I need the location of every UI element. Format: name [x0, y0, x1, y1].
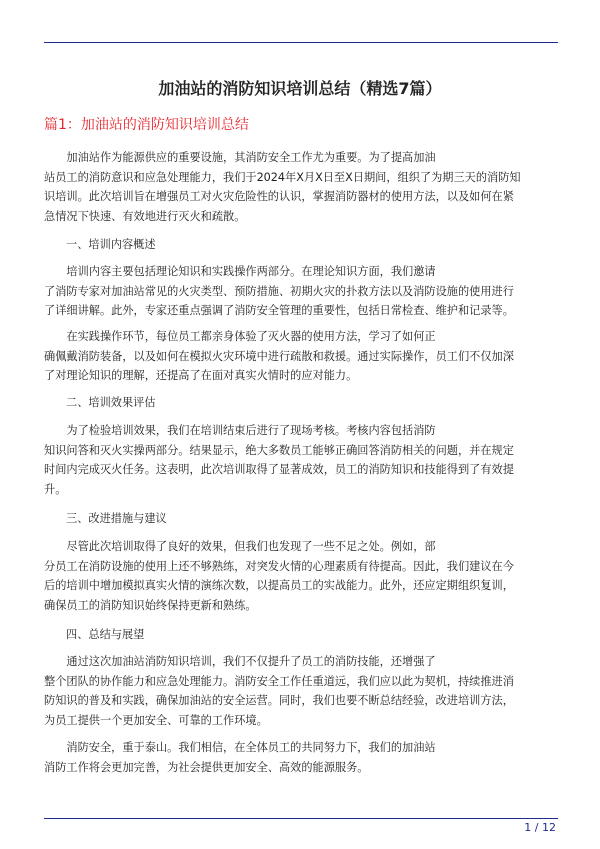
text-line: 在实践操作环节，每位员工都亲身体验了灭火器的使用方法，学习了如何正: [44, 330, 436, 343]
text-line: 了详细讲解。此外，专家还重点强调了消防安全管理的重要性，包括日常检查、维护和记录等。: [44, 304, 514, 317]
text-line: 识培训。此次培训旨在增强员工对火灾危险性的认识，掌握消防器材的使用方法，以及如何在紧: [44, 190, 514, 203]
heading-training-content: 一、培训内容概述: [66, 238, 156, 251]
text-line: 培训内容主要包括理论知识和实践操作两部分。在理论知识方面，我们邀请: [44, 265, 436, 278]
paragraph-summary: [44, 652, 558, 730]
paragraph-closing: [44, 738, 558, 777]
text-line: 加油站作为能源供应的重要设施，其消防安全工作尤为重要。为了提高加油: [44, 151, 436, 164]
text-line: 确佩戴消防装备，以及如何在模拟火灾环境中进行疏散和救援。通过实际操作，员工们不仅加深: [44, 349, 514, 363]
text-line: 消防工作将会更加完善，为社会提供更加安全、高效的能源服务。: [44, 760, 369, 774]
text-line: 了消防专家对加油站常见的火灾类型、预防措施、初期火灾的扑救方法以及消防设施的使用进行: [44, 284, 514, 298]
section-title: 篇1：加油站的消防知识培训总结: [44, 117, 249, 133]
text-line: 为员工提供一个更加安全、可靠的工作环境。: [44, 713, 268, 727]
document-title: 加油站的消防知识培训总结（精选7篇）: [158, 79, 442, 98]
header-rule: [44, 42, 558, 43]
heading-evaluation: 二、培训效果评估: [66, 396, 156, 409]
paragraph-practice: [44, 327, 558, 386]
heading-summary: 四、总结与展望: [66, 628, 145, 641]
text-line: 了对理论知识的理解，还提高了在面对真实火情时的应对能力。: [44, 369, 358, 382]
paragraph-evaluation: [44, 421, 558, 499]
paragraph-intro: [44, 148, 558, 226]
text-line: 整个团队的协作能力和应急处理能力。消防安全工作任重道远，我们应以此为契机，持续推进消: [44, 674, 514, 688]
text-line: 通过这次加油站消防知识培训，我们不仅提升了员工的消防技能，还增强了: [44, 655, 436, 668]
text-line: 消防安全，重于泰山。我们相信，在全体员工的共同努力下，我们的加油站: [44, 741, 436, 754]
text-line: 尽管此次培训取得了良好的效果，但我们也发现了一些不足之处。例如，部: [44, 540, 436, 553]
text-line: 升。: [44, 482, 67, 496]
text-line: 确保员工的消防知识始终保持更新和熟练。: [44, 598, 257, 612]
text-line: 防知识的普及和实践，确保加油站的安全运营。同时，我们也要不断总结经验，改进培训方法，: [44, 694, 514, 707]
heading-improvement: 三、改进措施与建议: [66, 512, 167, 525]
text-line: 为了检验培训效果，我们在培训结束后进行了现场考核。考核内容包括消防: [44, 424, 436, 437]
text-line: 急情况下快速、有效地进行灭火和疏散。: [44, 209, 246, 223]
text-line: 时间内完成灭火任务。这表明，此次培训取得了显著成效，员工的消防知识和技能得到了有效提: [44, 463, 514, 476]
footer-rule: [44, 818, 558, 819]
text-line: 分员工在消防设施的使用上还不够熟练，对突发火情的心理素质有待提高。因此，我们建议在今: [44, 559, 514, 573]
text-line: 站员工的消防意识和应急处理能力，我们于2024年X月X日至X日期间，组织了为期三天的消防知: [44, 170, 521, 184]
page-number: 1 / 12: [524, 821, 556, 834]
paragraph-improvement: [44, 537, 558, 615]
text-line: 后的培训中增加模拟真实火情的演练次数，以提高员工的实战能力。此外，还应定期组织复训，: [44, 579, 514, 592]
paragraph-training-content: [44, 262, 558, 321]
text-line: 知识问答和灭火实操两部分。结果显示，绝大多数员工能够正确回答消防相关的问题，并在规定: [44, 443, 514, 457]
